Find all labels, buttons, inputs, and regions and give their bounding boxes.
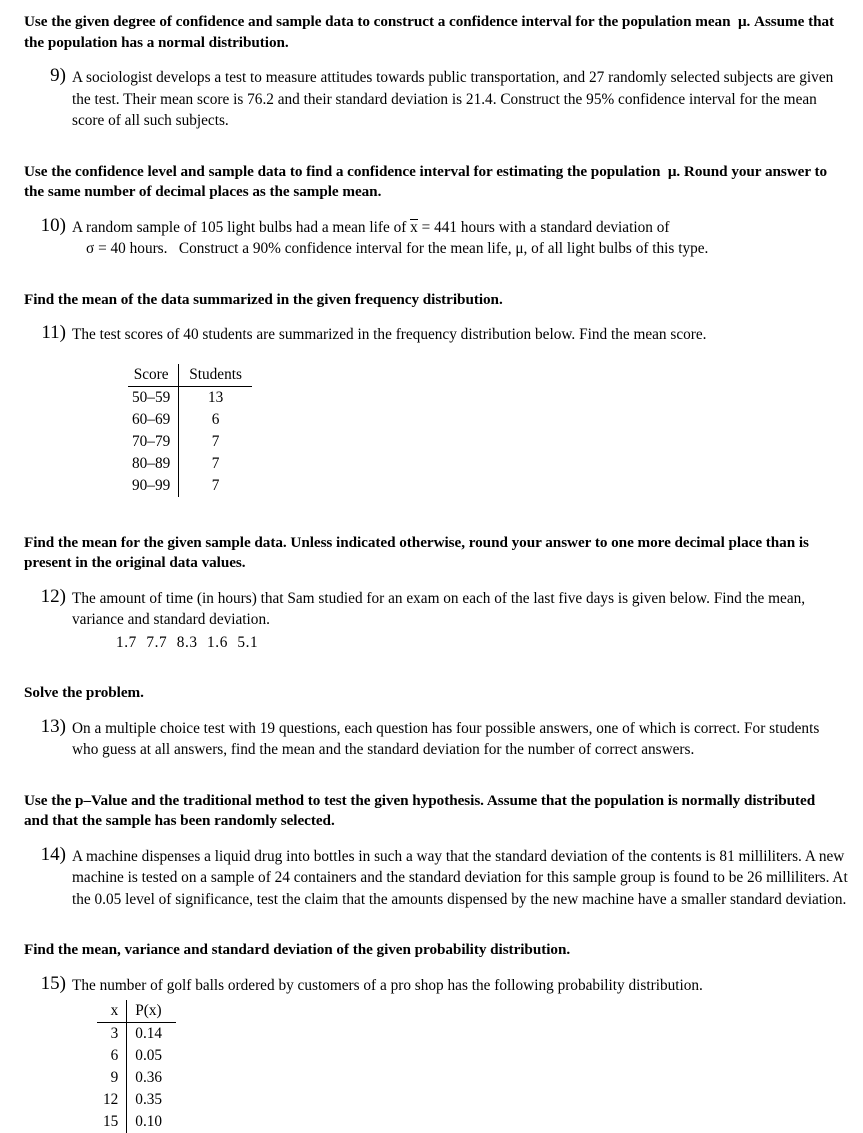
cell-px: 0.10 <box>127 1111 176 1133</box>
problem-text-10 <box>72 215 863 260</box>
cell-x: 6 <box>97 1045 127 1067</box>
section-12 <box>0 497 863 654</box>
problem-text-15 <box>72 973 863 997</box>
directive-10: Use the confidence level and sample data to find a confidence interval for estimating the population μ. Round your answer to the same number of decimal places as the sample mean. <box>24 162 839 203</box>
problem-13-paragraph: On a multiple choice test with 19 questions, each question has four possible answers, one of which is correct. For students who guess at all answers, find the mean and the standard deviation for the number of correct answers. <box>72 718 849 761</box>
spacer <box>0 310 863 322</box>
table-row <box>128 386 252 409</box>
cell-students: 13 <box>179 386 252 409</box>
directive-9: Use the given degree of confidence and sample data to construct a confidence interval for the population mean μ. Assume that the population has a normal distribution. <box>24 12 839 53</box>
problem-9-paragraph: A sociologist develops a test to measure attitudes towards public transportation, and 27 randomly selected subjects are given the test. Their mean score is 76.2 and their standard deviation is 21.4. Construct the 95% confidence interval for the mean score of all such subjects. <box>72 67 849 132</box>
cell-x: 3 <box>97 1023 127 1046</box>
problem-9 <box>0 65 863 132</box>
table-row <box>128 475 252 497</box>
problem-15 <box>0 973 863 997</box>
table-header-row <box>97 1000 176 1023</box>
cell-score: 70–79 <box>128 431 179 453</box>
table-header-row <box>128 364 252 387</box>
problem-text-12 <box>72 586 863 654</box>
problem-15-paragraph: The number of golf balls ordered by customers of a pro shop has the following probability distribution. <box>72 975 849 997</box>
problem-number-11: 11) <box>24 322 72 344</box>
spacer <box>0 910 863 940</box>
table-body <box>97 1023 176 1133</box>
directive-11: Find the mean of the data summarized in the given frequency distribution. <box>24 290 839 311</box>
spacer <box>0 761 863 791</box>
spacer <box>0 653 863 683</box>
directive-14: Use the p–Value and the traditional method to test the given hypothesis. Assume that the population is normally distributed and that the sample has been randomly selected. <box>24 791 839 832</box>
spacer <box>0 53 863 65</box>
directive-15: Find the mean, variance and standard deviation of the given probability distribution. <box>24 940 839 961</box>
cell-px: 0.05 <box>127 1045 176 1067</box>
cell-px: 0.35 <box>127 1089 176 1111</box>
spacer <box>0 961 863 973</box>
problem-number-13: 13) <box>24 716 72 738</box>
frequency-distribution-table <box>128 364 252 497</box>
spacer <box>0 260 863 290</box>
section-13 <box>0 653 863 761</box>
problem-11 <box>0 322 863 346</box>
problem-text-13 <box>72 716 863 761</box>
problem-10-line-2: σ = 40 hours. Construct a 90% confidence interval for the mean life, μ, of all light bulbs of this type. <box>72 238 849 260</box>
problem-10-text-post: = 441 hours with a standard deviation of <box>418 219 670 236</box>
cell-students: 7 <box>179 453 252 475</box>
spacer <box>0 832 863 844</box>
column-header-px: P(x) <box>127 1000 176 1023</box>
problem-12-paragraph: The amount of time (in hours) that Sam studied for an exam on each of the last five days is given below. Find the mean, variance and standard deviation. <box>72 588 849 631</box>
problem-text-14 <box>72 844 863 911</box>
cell-x: 9 <box>97 1067 127 1089</box>
spacer <box>0 704 863 716</box>
problem-number-14: 14) <box>24 844 72 866</box>
problem-13 <box>0 716 863 761</box>
table-row <box>128 409 252 431</box>
table-body <box>128 386 252 497</box>
problem-number-15: 15) <box>24 973 72 995</box>
table-row <box>97 1067 176 1089</box>
cell-x: 15 <box>97 1111 127 1133</box>
problem-10-line-1 <box>72 217 849 239</box>
table-row <box>128 431 252 453</box>
problem-14-paragraph: A machine dispenses a liquid drug into bottles in such a way that the standard deviation of the contents is 81 milliliters. A new machine is tested on a sample of 24 containers and the standard deviation for this sample group is found to be 26 milliliters. At the 0.05 level of significance, test the claim that the amounts dispensed by the new machine have a smaller standard deviation. <box>72 846 849 911</box>
cell-students: 7 <box>179 431 252 453</box>
cell-score: 50–59 <box>128 386 179 409</box>
problem-number-9: 9) <box>24 65 72 87</box>
spacer <box>0 574 863 586</box>
table-row <box>97 1023 176 1046</box>
section-9 <box>0 0 863 132</box>
table-row <box>128 453 252 475</box>
spacer <box>0 497 863 533</box>
problem-text-9 <box>72 65 863 132</box>
x-bar-symbol: x <box>410 219 418 235</box>
problem-12-data-values: 1.7 7.7 8.3 1.6 5.1 <box>72 632 849 654</box>
section-15 <box>0 910 863 1133</box>
table-head <box>128 364 252 387</box>
problem-12 <box>0 586 863 654</box>
table-row <box>97 1045 176 1067</box>
cell-px: 0.14 <box>127 1023 176 1046</box>
problem-11-paragraph: The test scores of 40 students are summarized in the frequency distribution below. Find the mean score. <box>72 324 849 346</box>
cell-score: 90–99 <box>128 475 179 497</box>
cell-x: 12 <box>97 1089 127 1111</box>
problem-number-10: 10) <box>24 215 72 237</box>
column-header-score: Score <box>128 364 179 387</box>
problem-10 <box>0 215 863 260</box>
spacer <box>0 203 863 215</box>
cell-px: 0.36 <box>127 1067 176 1089</box>
column-header-students: Students <box>179 364 252 387</box>
table-head <box>97 1000 176 1023</box>
spacer <box>0 132 863 162</box>
probability-distribution-table <box>97 1000 176 1133</box>
cell-students: 7 <box>179 475 252 497</box>
directive-13: Solve the problem. <box>24 683 839 704</box>
table-row <box>97 1111 176 1133</box>
top-spacer <box>0 0 863 12</box>
section-10 <box>0 132 863 260</box>
table-row <box>97 1089 176 1111</box>
cell-score: 60–69 <box>128 409 179 431</box>
section-14 <box>0 761 863 911</box>
section-11 <box>0 260 863 497</box>
column-header-x: x <box>97 1000 127 1023</box>
problem-14 <box>0 844 863 911</box>
problem-10-text-pre: A random sample of 105 light bulbs had a mean life of <box>72 219 410 236</box>
problem-number-12: 12) <box>24 586 72 608</box>
problem-text-11 <box>72 322 863 346</box>
directive-12: Find the mean for the given sample data. Unless indicated otherwise, round your answer to one more decimal place than is present in the original data values. <box>24 533 839 574</box>
cell-students: 6 <box>179 409 252 431</box>
cell-score: 80–89 <box>128 453 179 475</box>
